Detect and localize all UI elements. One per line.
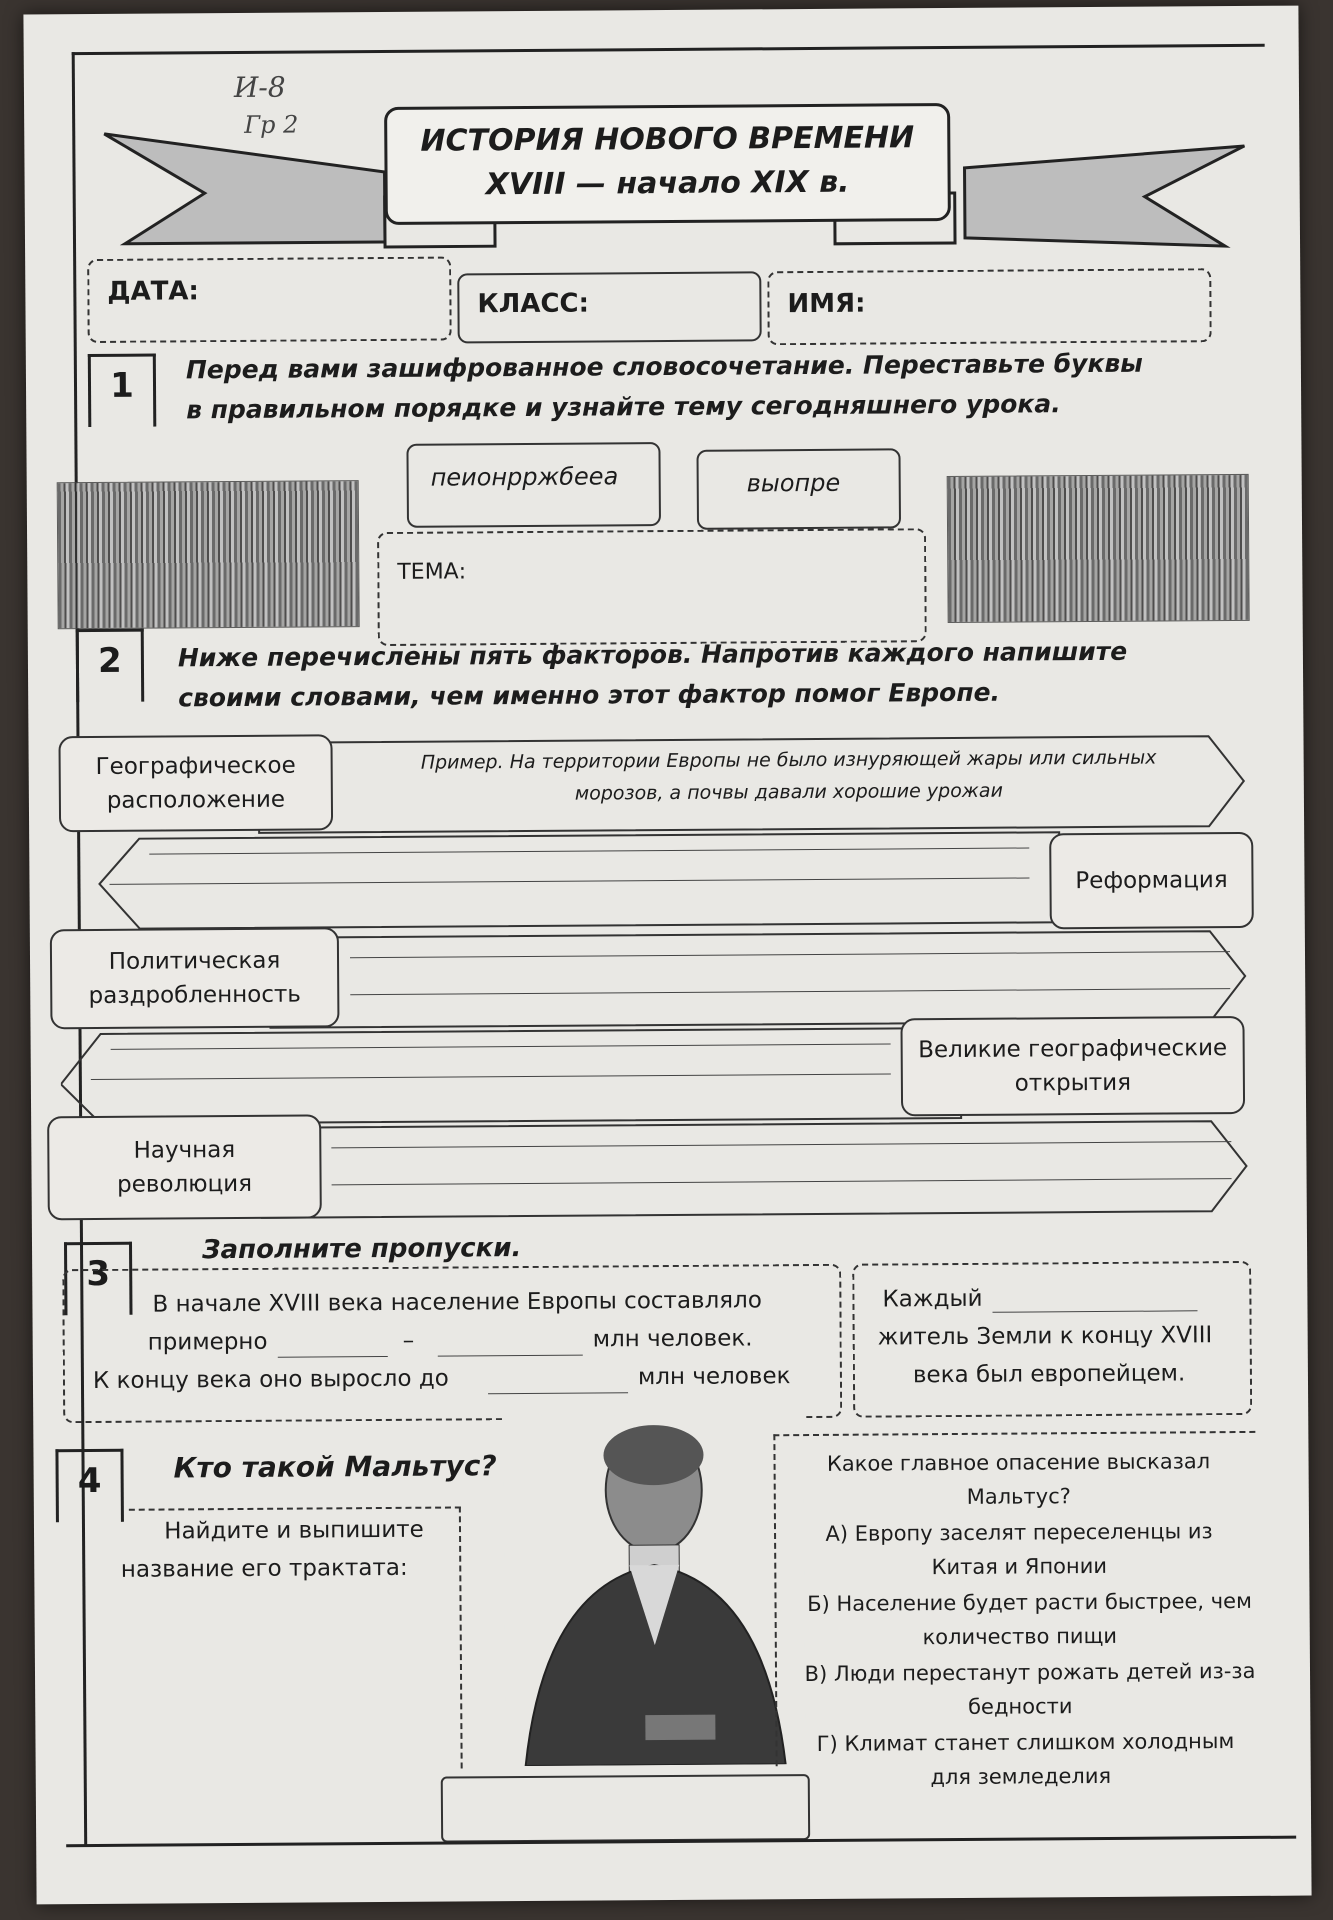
name-label: ИМЯ:: [787, 288, 866, 320]
factor-science-line-1: Научная: [133, 1137, 236, 1164]
factor-discoveries-line-1: Великие географические: [918, 1035, 1228, 1064]
city-engraving-right: [947, 474, 1250, 623]
title-banner: [384, 103, 951, 225]
task-3-left-line-3b: млн человек: [637, 1363, 791, 1391]
option-b-line-2: количество пищи: [922, 1623, 1118, 1650]
task-3-left-line-2a: примерно: [147, 1328, 268, 1356]
task-1-text-line-2: в правильном порядке и узнайте тему сегодняшнего урока.: [186, 389, 1061, 425]
cipher-word-1: [406, 442, 661, 528]
option-d-line-2: для земледелия: [930, 1763, 1112, 1790]
cipher-word-2-text: выопре: [746, 468, 841, 498]
class-field[interactable]: [457, 271, 761, 343]
task-3-number: 3: [86, 1253, 111, 1295]
factor-science-line-2: революция: [117, 1170, 253, 1198]
task-2-text-line-1: Ниже перечислены пять факторов. Напротив каждого напишите: [177, 636, 1128, 673]
treatise-answer-area[interactable]: [129, 1506, 463, 1770]
task-3-left-line-1: В начале XVIII века население Европы составляло: [152, 1287, 762, 1318]
factor-political-line-1: Политическая: [108, 947, 281, 975]
task-4-left-line-1: Найдите и выпишите: [164, 1516, 424, 1545]
option-c-line-1[interactable]: В) Люди перестанут рожать детей из-за: [804, 1658, 1256, 1687]
task-3-title: Заполните пропуски.: [201, 1233, 522, 1266]
factor-discoveries-line-2: открытия: [1014, 1069, 1132, 1097]
date-label: ДАТА:: [107, 276, 200, 307]
option-a-line-2: Китая и Японии: [931, 1553, 1108, 1580]
task-3-left-line-3a: К концу века оно выросло до: [92, 1365, 449, 1395]
theme-label: ТЕМА:: [397, 559, 467, 585]
task-2-badge: [76, 629, 145, 702]
factor-geography-line-2: расположение: [106, 786, 286, 814]
task-3-right-line-2: житель Земли к концу XVIII: [877, 1322, 1213, 1351]
title-line-1: ИСТОРИЯ НОВОГО ВРЕМЕНИ: [420, 120, 915, 159]
task-3-right-line-1: Каждый: [882, 1285, 983, 1313]
task-2-text-line-2: своими словами, чем именно этот фактор помог Европе.: [178, 677, 1001, 713]
factor-reformation-line-1: Реформация: [1075, 867, 1228, 895]
class-label: КЛАСС:: [477, 288, 590, 320]
task-3-left-line-2b: –: [402, 1327, 415, 1354]
cipher-word-1-text: пеионрржбеea: [430, 462, 619, 492]
option-a-line-1[interactable]: А) Европу заселят переселенцы из: [825, 1519, 1213, 1546]
task-2-number: 2: [97, 640, 122, 681]
question-line-1: Какое главное опасение высказал: [826, 1449, 1211, 1476]
task-3-right-line-3: века был европейцем.: [912, 1360, 1186, 1389]
task-1-text-line-1: Перед вами зашифрованное словосочетание. Переставьте буквы: [185, 348, 1143, 385]
handwritten-note-2: Гр 2: [244, 110, 299, 139]
factor-geography-line-1: Географическое: [95, 752, 296, 780]
task-1-number: 1: [110, 365, 134, 406]
task-4-badge: [55, 1449, 124, 1522]
factor-political-fragmentation: [50, 927, 340, 1029]
option-b-line-1[interactable]: Б) Население будет расти быстрее, чем: [807, 1588, 1252, 1617]
factor-geography: [58, 734, 333, 832]
factor-political-line-2: раздробленность: [88, 981, 301, 1010]
factor-reformation: [1049, 832, 1254, 929]
option-c-line-2: бедности: [967, 1694, 1073, 1719]
factor-great-discoveries: [900, 1016, 1245, 1116]
task-4-left-line-2: название его трактата:: [120, 1554, 408, 1583]
question-line-2: Мальтус?: [966, 1484, 1071, 1509]
name-field[interactable]: [767, 268, 1212, 345]
option-d-line-1[interactable]: Г) Климат станет слишком холодным: [816, 1729, 1235, 1756]
title-line-2: XVIII — начало XIX в.: [485, 164, 850, 203]
malthus-portrait: [503, 1414, 805, 1766]
task-4-number: 4: [77, 1460, 102, 1502]
theme-answer-field[interactable]: [377, 528, 927, 646]
example-line-1: Пример. На территории Европы не было изнуряющей жары или сильных: [420, 746, 1157, 774]
city-engraving-left: [57, 480, 360, 629]
handwritten-note-1: И-8: [233, 70, 286, 105]
task-4-title: Кто такой Мальтус?: [173, 1449, 497, 1485]
task-1-badge: [88, 354, 157, 427]
task-3-left-line-2c: млн человек.: [592, 1325, 753, 1353]
date-field[interactable]: [87, 256, 452, 343]
worksheet-page: [23, 6, 1311, 1905]
cipher-word-2: [696, 448, 901, 529]
factor-scientific-revolution: [47, 1114, 322, 1220]
example-line-2: морозов, а почвы давали хорошие урожаи: [574, 779, 1003, 805]
treatise-name-field[interactable]: [441, 1774, 810, 1843]
